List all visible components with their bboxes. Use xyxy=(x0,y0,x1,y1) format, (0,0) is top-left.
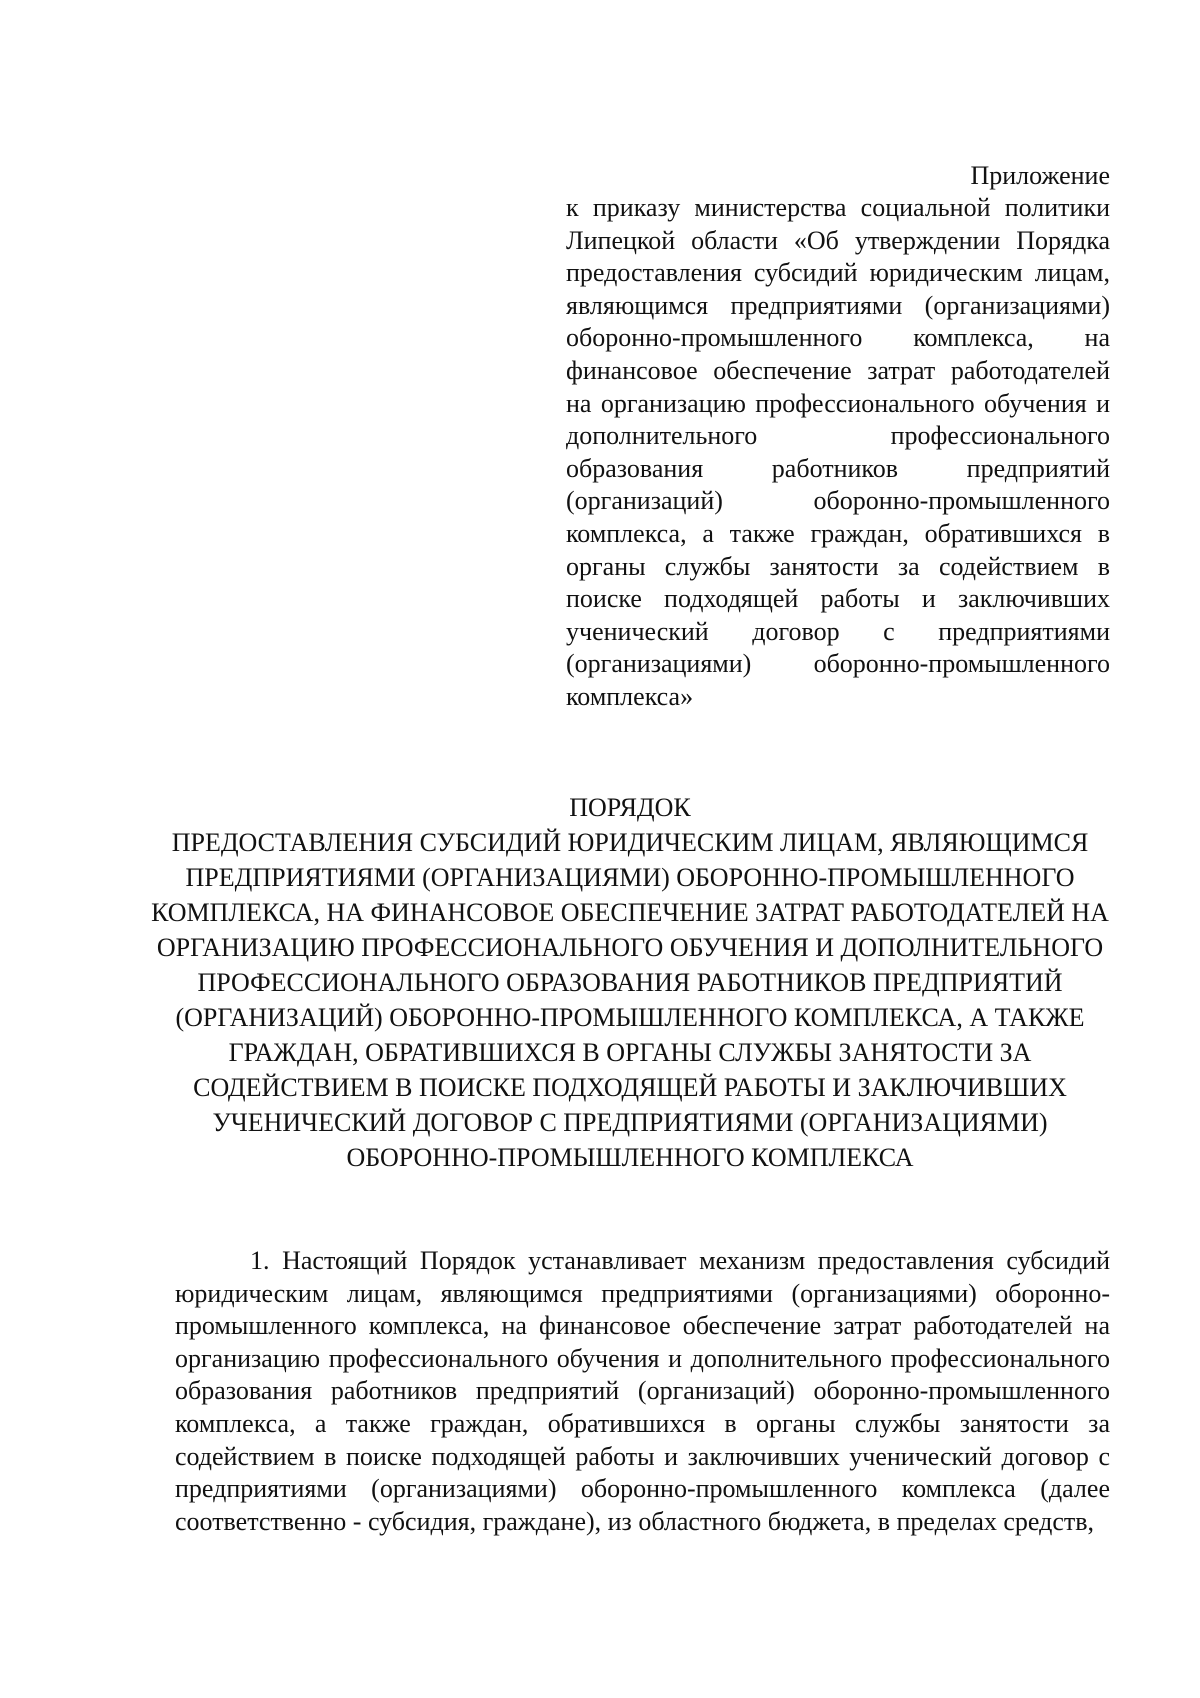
appendix-label: Приложение xyxy=(970,161,1110,190)
document-title-text: ПРЕДОСТАВЛЕНИЯ СУБСИДИЙ ЮРИДИЧЕСКИМ ЛИЦАМ, ЯВЛЯЮЩИМСЯ ПРЕДПРИЯТИЯМИ (ОРГАНИЗАЦИЯМИ) ОБОРОННО-ПРОМЫШЛЕННОГО КОМПЛЕКСА, НА ФИНАНСОВОЕ ОБЕСПЕЧЕНИЕ ЗАТРАТ РАБОТОДАТЕЛЕЙ НА ОРГАНИЗАЦИЮ ПРОФЕССИОНАЛЬНОГО ОБУЧЕНИЯ И ДОПОЛНИТЕЛЬНОГО ПРОФЕССИОНАЛЬНОГО ОБРАЗОВАНИЯ РАБОТНИКОВ ПРЕДПРИЯТИЙ (ОРГАНИЗАЦИЙ) ОБОРОННО-ПРОМЫШЛЕННОГО КОМПЛЕКСА, А ТАКЖЕ ГРАЖДАН, ОБРАТИВШИХСЯ В ОРГАНЫ СЛУЖБЫ ЗАНЯТОСТИ ЗА СОДЕЙСТВИЕМ В ПОИСКЕ ПОДХОДЯЩЕЙ РАБОТЫ И ЗАКЛЮЧИВШИХ УЧЕНИЧЕСКИЙ ДОГОВОР С ПРЕДПРИЯТИЯМИ (ОРГАНИЗАЦИЯМИ) ОБОРОННО-ПРОМЫШЛЕННОГО КОМПЛЕКСА xyxy=(151,828,1109,1172)
document-title-block xyxy=(150,790,1110,1175)
appendix-reference-text: к приказу министерства социальной политики Липецкой области «Об утверждении Порядка предоставления субсидий юридическим лицам, являющимся предприятиями (организациями) оборонно-промышленного комплекса, на финансовое обеспечение затрат работодателей на организацию профессионального обучения и дополнительного профессионального образования работников предприятий (организаций) оборонно-промышленного комплекса, а также граждан, обратившихся в органы службы занятости за содействием в поиске подходящей работы и заключивших ученический договор с предприятиями (организациями) оборонно-промышленного комплекса» xyxy=(566,193,1110,711)
paragraph-1: 1. Настоящий Порядок устанавливает механизм предоставления субсидий юридическим лицам, являющимся предприятиями (организациями) оборонно-промышленного комплекса, на финансовое обеспечение затрат работодателей на организацию профессионального обучения и дополнительного профессионального образования работников предприятий (организаций) оборонно-промышленного комплекса, а также граждан, обратившихся в органы службы занятости за содействием в поиске подходящей работы и заключивших ученический договор с предприятиями (организациями) оборонно-промышленного комплекса (далее соответственно - субсидия, граждане), из областного бюджета, в пределах средств, xyxy=(175,1246,1110,1536)
document-title-heading: ПОРЯДОК xyxy=(569,793,691,822)
